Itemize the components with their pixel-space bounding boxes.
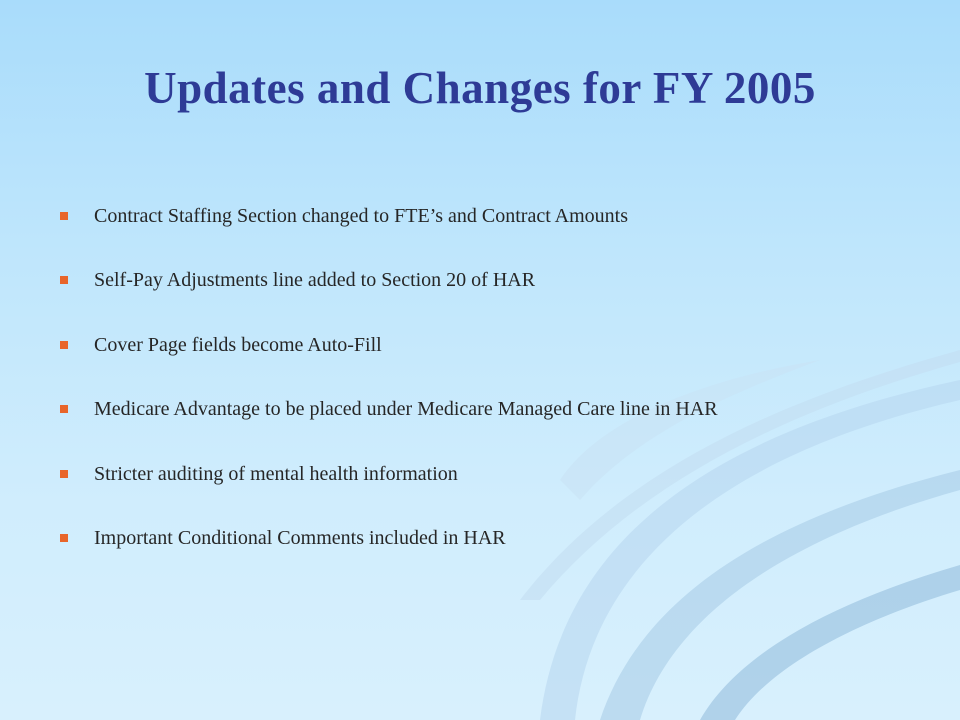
square-bullet-icon [60, 212, 68, 220]
bullet-item [60, 395, 920, 459]
bullet-text: Contract Staffing Section changed to FTE’s and Contract Amounts [94, 205, 628, 227]
bullet-item [60, 331, 920, 395]
square-bullet-icon [60, 341, 68, 349]
bullet-text: Self-Pay Adjustments line added to Section 20 of HAR [94, 269, 536, 292]
square-bullet-icon [60, 470, 68, 478]
bullet-item [60, 524, 920, 588]
square-bullet-icon [60, 405, 68, 413]
slide-title: Updates and Changes for FY 2005 [144, 63, 816, 113]
square-bullet-icon [60, 534, 68, 542]
bullet-text: Important Conditional Comments included in HAR [94, 526, 506, 549]
bullet-item [60, 202, 920, 266]
bullet-item [60, 460, 920, 524]
bullet-list [60, 202, 920, 588]
bullet-item [60, 266, 920, 330]
bullet-text: Cover Page fields become Auto-Fill [94, 333, 382, 356]
bullet-text: Stricter auditing of mental health information [94, 462, 458, 485]
bullet-text: Medicare Advantage to be placed under Medicare Managed Care line in HAR [94, 398, 718, 421]
square-bullet-icon [60, 276, 68, 284]
